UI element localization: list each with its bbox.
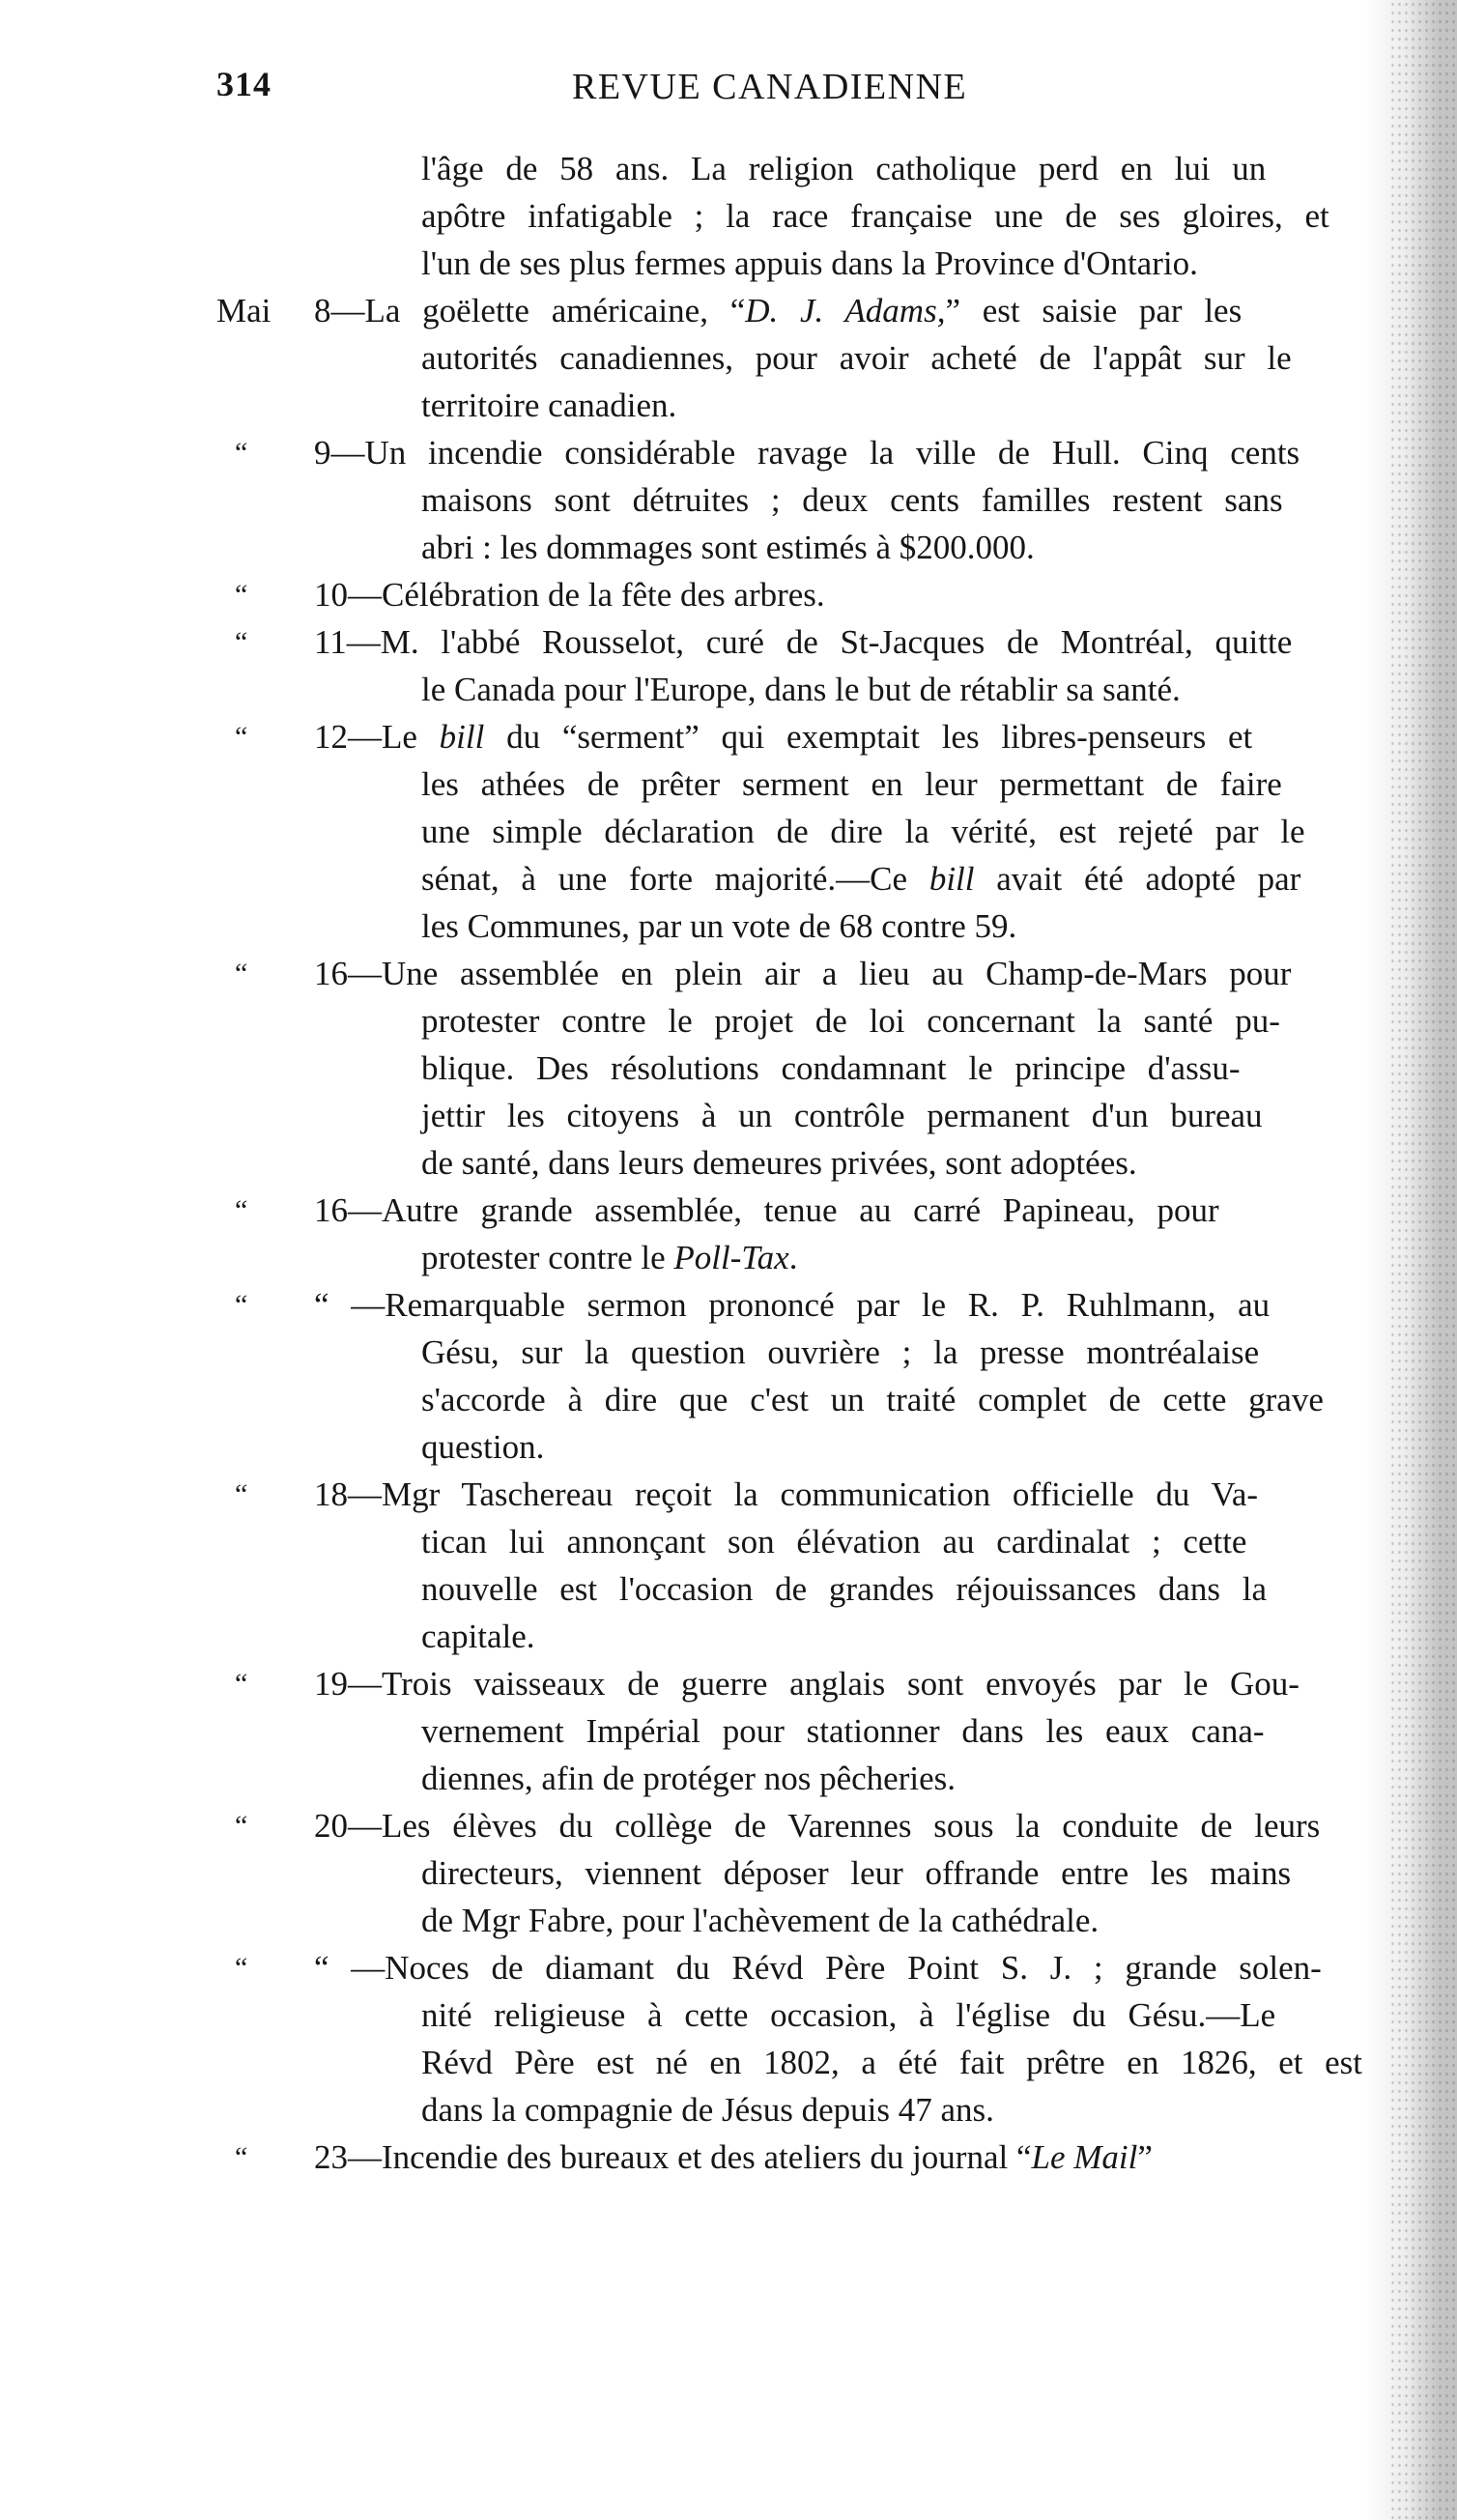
- line-text: [421, 760, 1282, 808]
- italic-text: D. J. Adams,: [745, 292, 946, 329]
- line-text: [314, 1944, 1322, 1991]
- italic-text: Le Mail: [1031, 2138, 1138, 2176]
- line-text: [314, 1281, 1270, 1329]
- ditto-mark: “: [235, 721, 248, 753]
- line-text: [421, 1234, 797, 1281]
- text-line: [0, 1944, 1457, 1991]
- text-line: [0, 1423, 1457, 1471]
- line-text: [421, 1423, 544, 1471]
- text-line: [0, 1660, 1457, 1707]
- line-text: [421, 1565, 1267, 1613]
- ditto-mark: “: [235, 1668, 248, 1700]
- chronicle-entry: [0, 1944, 1457, 2133]
- text-run: nité religieuse à cette occasion, à l'église du Gésu.—Le: [421, 1996, 1276, 2034]
- italic-text: Poll-Tax: [673, 1239, 789, 1276]
- page-number: 314: [216, 65, 271, 103]
- text-run: autorités canadiennes, pour avoir acheté de l'appât sur le: [421, 339, 1292, 377]
- text-line: [0, 760, 1457, 808]
- text-run: s'accorde à dire que c'est un traité complet de cette grave: [421, 1381, 1324, 1418]
- chronicle-entry: [0, 1660, 1457, 1802]
- line-text: [421, 334, 1292, 382]
- text-line: [0, 287, 1457, 334]
- text-run: 20—Les élèves du collège de Varennes sous la conduite de leurs: [314, 1807, 1321, 1845]
- text-run: ” est saisie par les: [945, 292, 1243, 329]
- line-text: [421, 2039, 1362, 2086]
- line-text: [421, 997, 1280, 1045]
- italic-text: bill: [439, 718, 485, 756]
- text-run: l'un de ses plus fermes appuis dans la Province d'Ontario.: [421, 244, 1198, 282]
- ditto-mark: “: [235, 958, 248, 989]
- text-line: [0, 1518, 1457, 1565]
- line-text: [314, 618, 1292, 666]
- line-text: [421, 192, 1329, 240]
- line-text: [421, 382, 676, 429]
- chronicle-entry: [0, 145, 1457, 287]
- text-line: [0, 713, 1457, 760]
- text-run: “ —Remarquable sermon prononcé par le R. P. Ruhlmann, au: [314, 1286, 1271, 1324]
- line-text: [421, 1613, 535, 1660]
- text-run: 10—Célébration de la fête des arbres.: [314, 576, 825, 614]
- page-header: [0, 64, 1457, 122]
- month-label: Mai: [216, 292, 271, 329]
- text-line: [0, 1991, 1457, 2039]
- line-text: [421, 666, 1181, 713]
- text-run: Révd Père est né en 1802, a été fait prêtre en 1826, et est: [421, 2044, 1362, 2081]
- ditto-mark: “: [235, 437, 248, 469]
- text-run: du “serment” qui exemptait les libres-penseurs et: [484, 718, 1253, 756]
- text-line: [0, 1234, 1457, 1281]
- text-run: protester contre le: [421, 1239, 674, 1276]
- text-run: les Communes, par un vote de 68 contre 59.: [421, 907, 1017, 945]
- text-run: question.: [421, 1428, 545, 1466]
- text-run: les athées de prêter serment en leur permettant de faire: [421, 765, 1282, 803]
- text-run: une simple déclaration de dire la vérité, est rejeté par le: [421, 813, 1305, 850]
- text-line: [0, 429, 1457, 476]
- chronicle-entry: [0, 1471, 1457, 1660]
- chronicle-entry: [0, 429, 1457, 571]
- text-line: [0, 1376, 1457, 1423]
- text-run: “ —Noces de diamant du Révd Père Point S. J. ; grande solen-: [314, 1949, 1322, 1987]
- chronicle-entry: [0, 713, 1457, 950]
- text-line: [0, 1613, 1457, 1660]
- text-run: vernement Impérial pour stationner dans les eaux cana-: [421, 1712, 1265, 1750]
- line-text: [314, 1471, 1258, 1518]
- text-run: de Mgr Fabre, pour l'achèvement de la cathédrale.: [421, 1902, 1100, 1939]
- line-text: [421, 524, 1035, 571]
- ditto-mark: “: [235, 1478, 248, 1510]
- line-text: [421, 1518, 1246, 1565]
- text-run: 12—Le: [314, 718, 440, 756]
- text-run: 8—La goëlette américaine, “: [314, 292, 746, 329]
- text-run: nouvelle est l'occasion de grandes réjouissances dans la: [421, 1570, 1268, 1608]
- chronicle-entry: [0, 950, 1457, 1187]
- chronicle-entry: [0, 571, 1457, 618]
- text-run: territoire canadien.: [421, 387, 677, 424]
- line-text: [421, 1045, 1241, 1092]
- chronicle-entry: [0, 287, 1457, 429]
- line-text: [314, 713, 1252, 760]
- text-run: abri : les dommages sont estimés à $200.000.: [421, 529, 1035, 566]
- line-text: [421, 476, 1283, 524]
- line-text: [314, 2133, 1153, 2181]
- line-text: [314, 1802, 1320, 1849]
- line-text: [314, 571, 825, 618]
- line-text: [314, 429, 1300, 476]
- text-run: 16—Une assemblée en plein air a lieu au Champ-de-Mars pour: [314, 955, 1292, 992]
- text-line: [0, 524, 1457, 571]
- text-run: 9—Un incendie considérable ravage la ville de Hull. Cinq cents: [314, 434, 1300, 472]
- text-run: 23—Incendie des bureaux et des ateliers du journal “: [314, 2138, 1032, 2176]
- text-line: [0, 1707, 1457, 1755]
- text-line: [0, 855, 1457, 902]
- text-run: de santé, dans leurs demeures privées, sont adoptées.: [421, 1144, 1137, 1182]
- text-line: [0, 382, 1457, 429]
- line-text: [421, 1329, 1259, 1376]
- text-line: [0, 2086, 1457, 2133]
- text-run: tican lui annonçant son élévation au cardinalat ; cette: [421, 1523, 1247, 1561]
- text-run: dans la compagnie de Jésus depuis 47 ans.: [421, 2091, 994, 2129]
- line-text: [421, 1991, 1275, 2039]
- text-line: [0, 1092, 1457, 1139]
- ditto-mark: “: [235, 1952, 248, 1984]
- line-text: [421, 1849, 1291, 1897]
- chronicle-entry: [0, 2133, 1457, 2181]
- ditto-mark: “: [235, 1810, 248, 1842]
- text-run: capitale.: [421, 1618, 535, 1655]
- text-line: [0, 1897, 1457, 1944]
- text-run: .: [788, 1239, 798, 1276]
- text-line: [0, 1187, 1457, 1234]
- text-run: blique. Des résolutions condamnant le principe d'assu-: [421, 1049, 1241, 1087]
- text-run: le Canada pour l'Europe, dans le but de rétablir sa santé.: [421, 671, 1181, 708]
- text-line: [0, 476, 1457, 524]
- text-line: [0, 2039, 1457, 2086]
- ditto-mark: “: [235, 626, 248, 658]
- ditto-mark: “: [235, 1289, 248, 1321]
- text-line: [0, 1755, 1457, 1802]
- text-line: [0, 2133, 1457, 2181]
- line-text: [314, 1660, 1300, 1707]
- text-line: [0, 1849, 1457, 1897]
- text-line: [0, 997, 1457, 1045]
- chronicle-entry: [0, 1281, 1457, 1471]
- line-text: [421, 855, 1300, 902]
- line-text: [421, 1707, 1265, 1755]
- line-text: [421, 1897, 1099, 1944]
- line-text: [314, 950, 1291, 997]
- text-line: [0, 902, 1457, 950]
- line-text: [421, 145, 1266, 192]
- text-run: Gésu, sur la question ouvrière ; la presse montréalaise: [421, 1333, 1260, 1371]
- chronicle-entry: [0, 1187, 1457, 1281]
- line-text: [421, 1755, 956, 1802]
- line-text: [421, 808, 1305, 855]
- text-line: [0, 1281, 1457, 1329]
- running-title: REVUE CANADIENNE: [572, 67, 968, 107]
- line-text: [421, 1139, 1137, 1187]
- text-line: [0, 1045, 1457, 1092]
- text-run: 18—Mgr Taschereau reçoit la communication officielle du Va-: [314, 1475, 1259, 1513]
- text-line: [0, 666, 1457, 713]
- text-line: [0, 145, 1457, 192]
- text-run: 11—M. l'abbé Rousselot, curé de St-Jacques de Montréal, quitte: [314, 623, 1293, 661]
- text-run: apôtre infatigable ; la race française une de ses gloires, et: [421, 197, 1329, 235]
- ditto-mark: “: [235, 2141, 248, 2173]
- text-run: diennes, afin de protéger nos pêcheries.: [421, 1760, 956, 1797]
- chronicle-body: [0, 145, 1457, 2181]
- text-line: [0, 618, 1457, 666]
- ditto-mark: “: [235, 1194, 248, 1226]
- text-line: [0, 1565, 1457, 1613]
- text-run: 19—Trois vaisseaux de guerre anglais sont envoyés par le Gou-: [314, 1665, 1300, 1703]
- line-text: [314, 1187, 1219, 1234]
- text-run: sénat, à une forte majorité.—Ce: [421, 860, 929, 898]
- text-run: directeurs, viennent déposer leur offrande entre les mains: [421, 1854, 1292, 1892]
- chronicle-entry: [0, 1802, 1457, 1944]
- text-run: l'âge de 58 ans. La religion catholique perd en lui un: [421, 150, 1267, 187]
- text-line: [0, 1802, 1457, 1849]
- text-line: [0, 808, 1457, 855]
- ditto-mark: “: [235, 579, 248, 611]
- line-text: [421, 902, 1016, 950]
- text-run: jettir les citoyens à un contrôle permanent d'un bureau: [421, 1097, 1263, 1134]
- line-text: [314, 287, 1242, 334]
- italic-text: bill: [928, 860, 975, 898]
- line-text: [421, 1092, 1263, 1139]
- chronicle-entry: [0, 618, 1457, 713]
- text-run: ”: [1137, 2138, 1153, 2176]
- text-line: [0, 192, 1457, 240]
- line-text: [421, 1376, 1324, 1423]
- text-run: avait été adopté par: [974, 860, 1301, 898]
- text-line: [0, 571, 1457, 618]
- text-line: [0, 1471, 1457, 1518]
- line-text: [421, 2086, 994, 2133]
- text-line: [0, 950, 1457, 997]
- text-line: [0, 334, 1457, 382]
- text-run: 16—Autre grande assemblée, tenue au carré Papineau, pour: [314, 1191, 1219, 1229]
- text-line: [0, 1329, 1457, 1376]
- text-run: protester contre le projet de loi concernant la santé pu-: [421, 1002, 1280, 1040]
- text-line: [0, 240, 1457, 287]
- text-run: maisons sont détruites ; deux cents familles restent sans: [421, 481, 1283, 519]
- line-text: [421, 240, 1198, 287]
- text-line: [0, 1139, 1457, 1187]
